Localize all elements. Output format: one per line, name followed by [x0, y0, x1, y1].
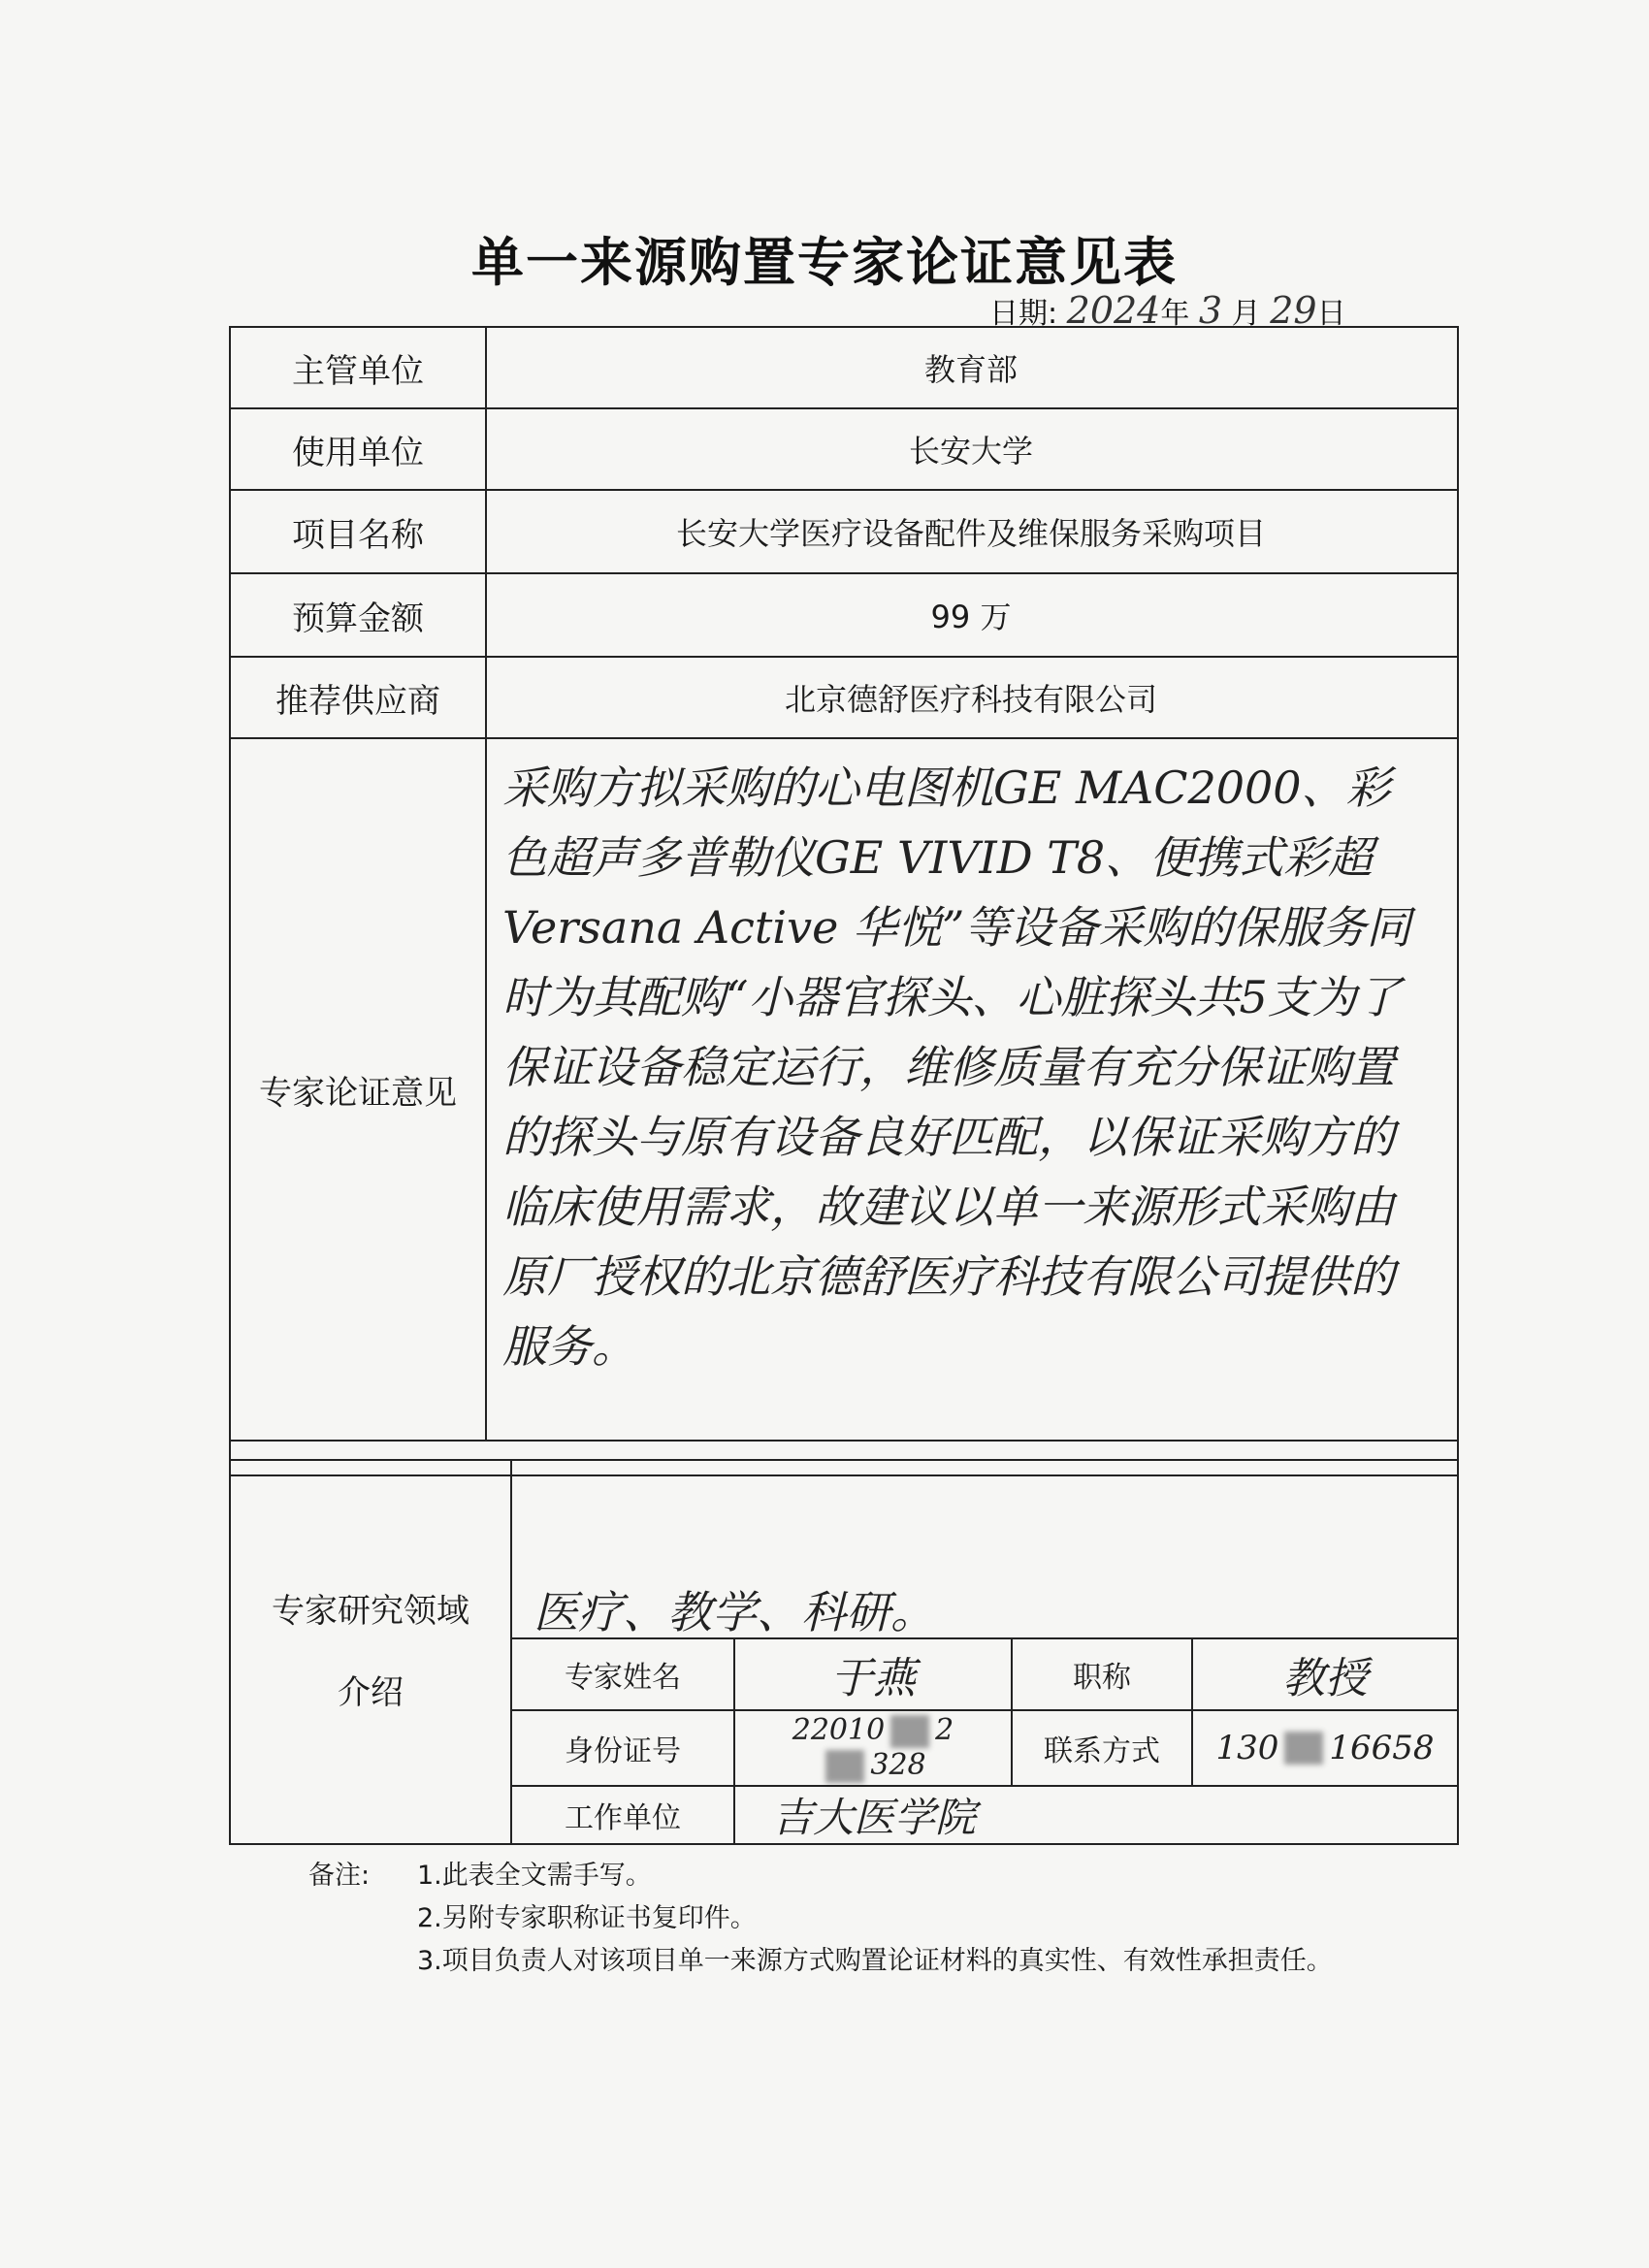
label-field-line1: 专家研究领域 — [272, 1592, 469, 1631]
date-year-suffix: 年 — [1160, 297, 1190, 331]
value-supplier: 北京德舒医疗科技有限公司 — [784, 681, 1157, 718]
expert-row-org — [512, 1785, 1457, 1843]
value-org: 吉大医学院 — [771, 1794, 976, 1841]
note-item: 2.另附专家职称证书复印件。 — [417, 1903, 757, 1933]
label-expert-name: 专家姓名 — [512, 1639, 735, 1709]
value-expert-title: 教授 — [1282, 1654, 1368, 1703]
value-project: 长安大学医疗设备配件及维保服务采购项目 — [675, 515, 1266, 552]
label-dept: 主管单位 — [231, 328, 487, 407]
date-year: 2024 — [1066, 289, 1161, 332]
label-opinion: 专家论证意见 — [231, 739, 487, 1440]
date-label: 日期: — [989, 297, 1058, 331]
field-handwriting: 医疗、教学、科研。 — [534, 1586, 935, 1638]
contact-suffix: 16658 — [1329, 1729, 1435, 1767]
value-expert-name: 于燕 — [735, 1639, 1013, 1709]
label-expert-title: 职称 — [1013, 1639, 1193, 1709]
date-day-suffix: 日 — [1316, 297, 1346, 331]
note-item: 1.此表全文需手写。 — [417, 1861, 652, 1891]
value-id — [735, 1711, 1013, 1785]
id-prefix: 22010 — [792, 1713, 886, 1747]
redaction-mark — [890, 1715, 929, 1748]
value-contact — [1193, 1711, 1457, 1785]
id-line2: 328 — [870, 1748, 926, 1782]
form-table — [229, 326, 1459, 1476]
label-contact: 联系方式 — [1013, 1711, 1193, 1785]
row-supplier — [231, 658, 1457, 739]
row-project — [231, 491, 1457, 574]
redaction-mark — [1284, 1732, 1323, 1765]
row-budget — [231, 574, 1457, 658]
value-user: 长安大学 — [908, 433, 1033, 470]
date-month-suffix: 月 — [1231, 297, 1261, 331]
date-day: 29 — [1270, 289, 1317, 332]
opinion-handwriting: 采购方拟采购的心电图机GE MAC2000、彩色超声多普勒仪GE VIVID T8、便携式彩超Versana Active 华悦”等设备采购的保服务同时为其配购“小器官探头、心脏探头共5支为了保证设备稳定运行，维修质量有充分保证购置的探头与原有设备良好匹配，以保证采购方的临床使用需求，故建议以单一来源形式采购由原厂授权的北京德舒医疗科技有限公司提供的服务。 — [502, 761, 1411, 1373]
id-tail: 2 — [935, 1713, 954, 1747]
contact-prefix: 130 — [1215, 1729, 1279, 1767]
value-budget: 99 万 — [930, 599, 1012, 635]
expert-row-name — [512, 1637, 1457, 1709]
label-field — [231, 1461, 512, 1843]
label-user: 使用单位 — [231, 409, 487, 489]
value-dept: 教育部 — [923, 351, 1018, 388]
expert-block — [229, 1459, 1459, 1845]
row-dept — [231, 328, 1457, 409]
label-project: 项目名称 — [231, 491, 487, 572]
label-supplier: 推荐供应商 — [231, 658, 487, 737]
label-budget: 预算金额 — [231, 574, 487, 656]
document-title: 单一来源购置专家论证意见表 — [471, 231, 1178, 293]
note-item: 3.项目负责人对该项目单一来源方式购置论证材料的真实性、有效性承担责任。 — [417, 1946, 1333, 1976]
label-org: 工作单位 — [512, 1787, 735, 1843]
expert-row-id — [512, 1709, 1457, 1785]
label-field-line2: 介绍 — [338, 1673, 404, 1712]
notes-label: 备注: — [308, 1861, 371, 1891]
row-opinion — [231, 739, 1457, 1442]
row-user — [231, 409, 1457, 491]
date-month: 3 — [1198, 289, 1223, 332]
label-id: 身份证号 — [512, 1711, 735, 1785]
notes-section — [308, 1855, 1333, 1983]
redaction-mark — [825, 1750, 864, 1783]
